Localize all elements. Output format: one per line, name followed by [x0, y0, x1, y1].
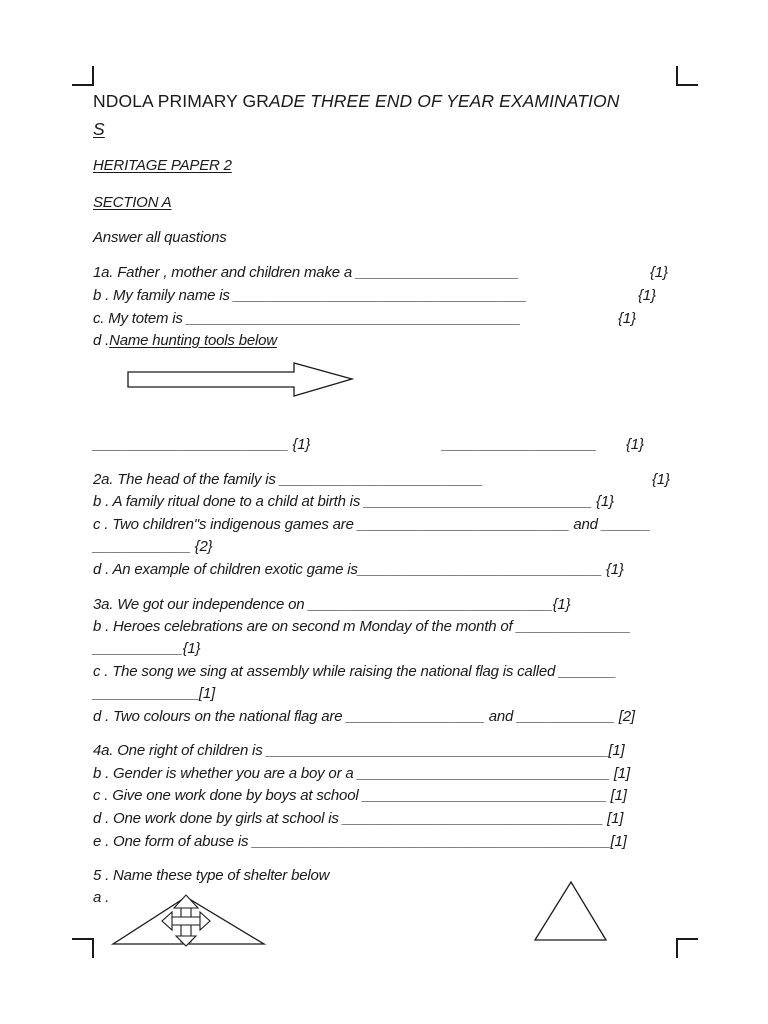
question-3a: 3a. We got our independence on ______________________________{1} [93, 596, 571, 613]
crop-mark-top-right [676, 66, 678, 86]
question-4d: d . One work done by girls at school is ________________________________ [1] [93, 810, 624, 827]
question-1d-prefix: d . [93, 332, 110, 349]
question-3c-continued: _____________[1] [93, 685, 215, 702]
instruction-text: Answer all quastions [93, 229, 227, 246]
question-2c-continued: ____________ {2} [93, 538, 213, 555]
question-5a: a . [93, 889, 110, 906]
question-4b: b . Gender is whether you are a boy or a _______________________________ [1] [93, 765, 630, 782]
question-2d: d . An example of children exotic game is______________________________ {1} [93, 561, 624, 578]
exam-title-part2: ADE THREE END OF YEAR EXAMINATION [269, 91, 620, 111]
question-4e: e . One form of abuse is ____________________________________________[1] [93, 833, 627, 850]
question-3b: b . Heroes celebrations are on second m Monday of the month of ______________ [93, 618, 631, 635]
crop-mark-bottom-left [92, 938, 94, 958]
answer-blank-tool-1[interactable]: ________________________ {1} [93, 436, 311, 453]
question-5: 5 . Name these type of shelter below [93, 867, 330, 884]
crop-mark-top-right-h [676, 84, 698, 86]
crop-mark-bottom-right-h [676, 938, 698, 940]
answer-blank-tool-2[interactable]: ___________________ [442, 436, 597, 453]
spear-drawing [126, 360, 358, 400]
mark-1a: {1} [650, 264, 668, 281]
question-1c: c. My totem is _________________________________________ [93, 310, 521, 327]
question-2c: c . Two children"s indigenous games are __________________________ and ______ [93, 516, 651, 533]
question-2a: 2a. The head of the family is _________________________ [93, 471, 484, 488]
crop-mark-top-left [92, 66, 94, 86]
question-1b: b . My family name is ____________________________________ [93, 287, 527, 304]
shelter-drawing-a [110, 892, 270, 948]
crop-mark-bottom-left-h [72, 938, 94, 940]
section-heading: SECTION A [93, 194, 172, 211]
question-3c: c . The song we sing at assembly while raising the national flag is called _______ [93, 663, 617, 680]
crop-mark-top-left-h [72, 84, 94, 86]
question-1a: 1a. Father , mother and children make a ____________________ [93, 264, 519, 281]
question-1d-text: Name hunting tools below [109, 332, 277, 349]
mark-2a: {1} [652, 471, 670, 488]
question-2b: b . A family ritual done to a child at birth is ____________________________ {1} [93, 493, 614, 510]
exam-title-line2: S [93, 119, 105, 139]
exam-title [93, 90, 619, 112]
paper-subtitle: HERITAGE PAPER 2 [93, 157, 232, 174]
question-1d [93, 332, 277, 350]
question-3d: d . Two colours on the national flag are _________________ and ____________ [2] [93, 708, 635, 725]
mark-tool-2: {1} [626, 436, 644, 453]
crop-mark-bottom-right [676, 938, 678, 958]
question-4a: 4a. One right of children is __________________________________________[1] [93, 742, 625, 759]
question-3b-continued: ___________{1} [93, 640, 201, 657]
mark-1b: {1} [638, 287, 656, 304]
mark-1c: {1} [618, 310, 636, 327]
exam-title-part1: NDOLA PRIMARY GR [93, 91, 270, 111]
question-4c: c . Give one work done by boys at school ______________________________ [1] [93, 787, 627, 804]
shelter-drawing-b [530, 878, 612, 944]
